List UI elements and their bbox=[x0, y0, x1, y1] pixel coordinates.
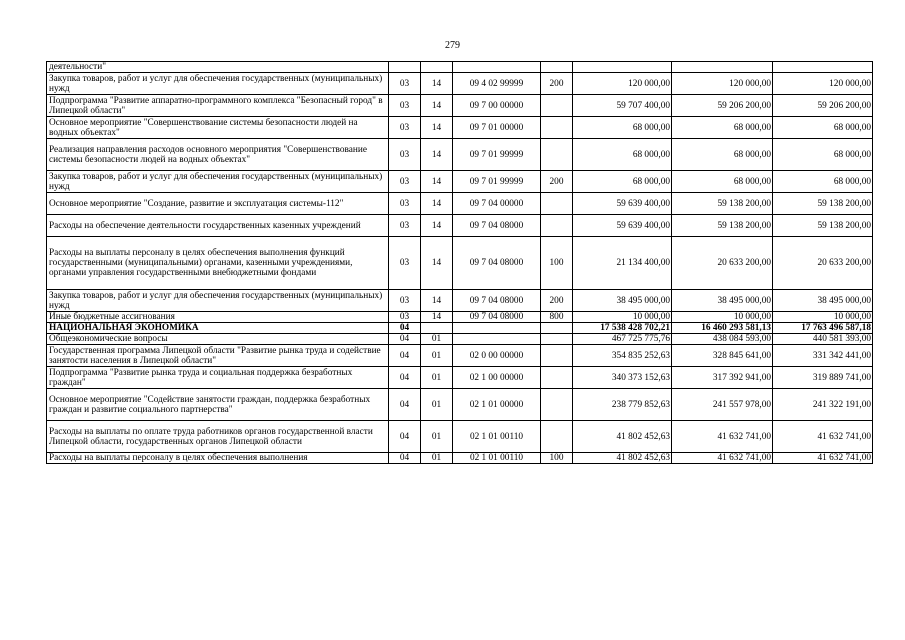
cell-subsection: 14 bbox=[421, 139, 453, 171]
cell-name: Расходы на обеспечение деятельности государственных казенных учреждений bbox=[47, 215, 389, 237]
cell-subsection: 14 bbox=[421, 171, 453, 193]
cell-target-article: 09 7 01 99999 bbox=[453, 171, 541, 193]
cell-subsection: 14 bbox=[421, 312, 453, 323]
cell-amount-year-1: 467 725 775,76 bbox=[573, 334, 672, 345]
page-number: 279 bbox=[445, 40, 460, 51]
cell-amount-year-2: 438 084 593,00 bbox=[672, 334, 773, 345]
cell-amount-year-2: 41 632 741,00 bbox=[672, 421, 773, 453]
cell-target-article: 02 1 00 00000 bbox=[453, 367, 541, 389]
cell-amount-year-1 bbox=[573, 62, 672, 73]
cell-name: Закупка товаров, работ и услуг для обеспечения государственных (муниципальных) нужд bbox=[47, 290, 389, 312]
cell-amount-year-1: 68 000,00 bbox=[573, 171, 672, 193]
cell-expense-type bbox=[541, 389, 573, 421]
cell-amount-year-1: 59 639 400,00 bbox=[573, 215, 672, 237]
cell-amount-year-3: 41 632 741,00 bbox=[773, 421, 873, 453]
cell-amount-year-3: 59 138 200,00 bbox=[773, 215, 873, 237]
budget-table-body bbox=[47, 62, 873, 464]
cell-expense-type bbox=[541, 421, 573, 453]
cell-expense-type: 200 bbox=[541, 73, 573, 95]
cell-amount-year-1: 68 000,00 bbox=[573, 117, 672, 139]
cell-name: Государственная программа Липецкой области "Развитие рынка труда и содействие занятости населения в Липецкой области" bbox=[47, 345, 389, 367]
cell-section: 03 bbox=[389, 73, 421, 95]
cell-section: 04 bbox=[389, 453, 421, 464]
cell-section: 04 bbox=[389, 323, 421, 334]
cell-amount-year-3: 38 495 000,00 bbox=[773, 290, 873, 312]
table-row bbox=[47, 73, 873, 95]
cell-expense-type bbox=[541, 117, 573, 139]
cell-target-article: 02 0 00 00000 bbox=[453, 345, 541, 367]
cell-name: Закупка товаров, работ и услуг для обеспечения государственных (муниципальных) нужд bbox=[47, 73, 389, 95]
cell-section: 03 bbox=[389, 193, 421, 215]
table-row bbox=[47, 62, 873, 73]
cell-name: Общеэкономические вопросы bbox=[47, 334, 389, 345]
cell-amount-year-2: 10 000,00 bbox=[672, 312, 773, 323]
cell-name: Закупка товаров, работ и услуг для обеспечения государственных (муниципальных) нужд bbox=[47, 171, 389, 193]
cell-expense-type bbox=[541, 367, 573, 389]
cell-subsection: 01 bbox=[421, 334, 453, 345]
cell-target-article: 09 7 01 00000 bbox=[453, 117, 541, 139]
table-row bbox=[47, 237, 873, 290]
cell-amount-year-1: 59 707 400,00 bbox=[573, 95, 672, 117]
cell-amount-year-3: 17 763 496 587,18 bbox=[773, 323, 873, 334]
table-row bbox=[47, 117, 873, 139]
cell-expense-type bbox=[541, 215, 573, 237]
cell-section bbox=[389, 62, 421, 73]
cell-amount-year-2: 68 000,00 bbox=[672, 139, 773, 171]
cell-expense-type bbox=[541, 334, 573, 345]
cell-expense-type: 800 bbox=[541, 312, 573, 323]
cell-amount-year-2: 41 632 741,00 bbox=[672, 453, 773, 464]
cell-amount-year-1: 17 538 428 702,21 bbox=[573, 323, 672, 334]
table-row bbox=[47, 453, 873, 464]
table-row bbox=[47, 215, 873, 237]
cell-amount-year-2: 16 460 293 581,13 bbox=[672, 323, 773, 334]
cell-amount-year-3: 68 000,00 bbox=[773, 139, 873, 171]
table-row bbox=[47, 312, 873, 323]
cell-target-article: 02 1 01 00000 bbox=[453, 389, 541, 421]
cell-amount-year-2: 59 138 200,00 bbox=[672, 193, 773, 215]
table-row bbox=[47, 290, 873, 312]
cell-amount-year-3: 68 000,00 bbox=[773, 117, 873, 139]
cell-section: 03 bbox=[389, 117, 421, 139]
cell-amount-year-1: 41 802 452,63 bbox=[573, 453, 672, 464]
table-row bbox=[47, 171, 873, 193]
cell-subsection: 14 bbox=[421, 237, 453, 290]
cell-target-article: 09 4 02 99999 bbox=[453, 73, 541, 95]
cell-section: 04 bbox=[389, 334, 421, 345]
cell-amount-year-2: 328 845 641,00 bbox=[672, 345, 773, 367]
cell-target-article: 09 7 01 99999 bbox=[453, 139, 541, 171]
cell-amount-year-1: 120 000,00 bbox=[573, 73, 672, 95]
cell-amount-year-3: 20 633 200,00 bbox=[773, 237, 873, 290]
cell-target-article: 09 7 04 08000 bbox=[453, 215, 541, 237]
cell-amount-year-2: 20 633 200,00 bbox=[672, 237, 773, 290]
cell-amount-year-2: 38 495 000,00 bbox=[672, 290, 773, 312]
cell-subsection: 14 bbox=[421, 117, 453, 139]
cell-target-article: 02 1 01 00110 bbox=[453, 421, 541, 453]
cell-name: Реализация направления расходов основного мероприятия "Совершенствование системы безопасности людей на водных объектах" bbox=[47, 139, 389, 171]
table-row bbox=[47, 193, 873, 215]
cell-amount-year-3: 440 581 393,00 bbox=[773, 334, 873, 345]
cell-amount-year-1: 38 495 000,00 bbox=[573, 290, 672, 312]
cell-name: Иные бюджетные ассигнования bbox=[47, 312, 389, 323]
table-row bbox=[47, 345, 873, 367]
cell-target-article: 09 7 00 00000 bbox=[453, 95, 541, 117]
cell-section: 04 bbox=[389, 389, 421, 421]
cell-amount-year-2: 59 138 200,00 bbox=[672, 215, 773, 237]
cell-amount-year-2: 120 000,00 bbox=[672, 73, 773, 95]
cell-section: 03 bbox=[389, 290, 421, 312]
cell-target-article: 09 7 04 08000 bbox=[453, 290, 541, 312]
cell-expense-type: 200 bbox=[541, 290, 573, 312]
cell-section: 04 bbox=[389, 421, 421, 453]
cell-subsection: 01 bbox=[421, 367, 453, 389]
cell-expense-type bbox=[541, 95, 573, 117]
cell-subsection: 01 bbox=[421, 421, 453, 453]
cell-expense-type: 100 bbox=[541, 237, 573, 290]
cell-name: Подпрограмма "Развитие рынка труда и социальная поддержка безработных граждан" bbox=[47, 367, 389, 389]
cell-amount-year-1: 10 000,00 bbox=[573, 312, 672, 323]
cell-amount-year-2 bbox=[672, 62, 773, 73]
cell-expense-type: 100 bbox=[541, 453, 573, 464]
cell-name: Подпрограмма "Развитие аппаратно-программного комплекса "Безопасный город" в Липецкой области" bbox=[47, 95, 389, 117]
cell-amount-year-3: 10 000,00 bbox=[773, 312, 873, 323]
cell-subsection: 14 bbox=[421, 193, 453, 215]
cell-subsection: 01 bbox=[421, 453, 453, 464]
cell-section: 03 bbox=[389, 171, 421, 193]
cell-amount-year-1: 41 802 452,63 bbox=[573, 421, 672, 453]
cell-amount-year-1: 354 835 252,63 bbox=[573, 345, 672, 367]
table-row bbox=[47, 323, 873, 334]
cell-expense-type bbox=[541, 345, 573, 367]
cell-amount-year-3: 59 138 200,00 bbox=[773, 193, 873, 215]
cell-target-article: 02 1 01 00110 bbox=[453, 453, 541, 464]
cell-target-article bbox=[453, 334, 541, 345]
cell-name: Расходы на выплаты персоналу в целях обеспечения выполнения bbox=[47, 453, 389, 464]
cell-subsection: 14 bbox=[421, 73, 453, 95]
budget-table bbox=[46, 61, 873, 464]
cell-amount-year-1: 21 134 400,00 bbox=[573, 237, 672, 290]
cell-expense-type bbox=[541, 62, 573, 73]
cell-target-article bbox=[453, 323, 541, 334]
table-row bbox=[47, 334, 873, 345]
cell-target-article: 09 7 04 00000 bbox=[453, 193, 541, 215]
cell-name: Основное мероприятие "Совершенствование системы безопасности людей на водных объектах" bbox=[47, 117, 389, 139]
cell-expense-type bbox=[541, 323, 573, 334]
cell-amount-year-3 bbox=[773, 62, 873, 73]
cell-subsection: 14 bbox=[421, 215, 453, 237]
cell-amount-year-3: 331 342 441,00 bbox=[773, 345, 873, 367]
cell-name: Основное мероприятие "Создание, развитие и эксплуатация системы-112" bbox=[47, 193, 389, 215]
cell-amount-year-1: 340 373 152,63 bbox=[573, 367, 672, 389]
cell-target-article bbox=[453, 62, 541, 73]
cell-subsection bbox=[421, 62, 453, 73]
cell-amount-year-3: 319 889 741,00 bbox=[773, 367, 873, 389]
cell-expense-type bbox=[541, 193, 573, 215]
cell-name: Основное мероприятие "Содействие занятости граждан, поддержка безработных граждан и развитие социального партнерства" bbox=[47, 389, 389, 421]
cell-amount-year-3: 120 000,00 bbox=[773, 73, 873, 95]
table-row bbox=[47, 421, 873, 453]
cell-amount-year-3: 59 206 200,00 bbox=[773, 95, 873, 117]
cell-name: деятельности" bbox=[47, 62, 389, 73]
cell-subsection: 01 bbox=[421, 389, 453, 421]
cell-expense-type: 200 bbox=[541, 171, 573, 193]
cell-name: Расходы на выплаты персоналу в целях обеспечения выполнения функций государственными (муниципальными) органами, казенными учреждениями, органами управления государственными внебюджетными фондами bbox=[47, 237, 389, 290]
cell-amount-year-2: 317 392 941,00 bbox=[672, 367, 773, 389]
cell-amount-year-3: 241 322 191,00 bbox=[773, 389, 873, 421]
cell-section: 04 bbox=[389, 367, 421, 389]
cell-subsection: 14 bbox=[421, 290, 453, 312]
cell-name: НАЦИОНАЛЬНАЯ ЭКОНОМИКА bbox=[47, 323, 389, 334]
cell-section: 04 bbox=[389, 345, 421, 367]
table-row bbox=[47, 95, 873, 117]
table-row bbox=[47, 139, 873, 171]
cell-subsection: 14 bbox=[421, 95, 453, 117]
cell-amount-year-2: 59 206 200,00 bbox=[672, 95, 773, 117]
cell-amount-year-1: 59 639 400,00 bbox=[573, 193, 672, 215]
cell-section: 03 bbox=[389, 237, 421, 290]
cell-amount-year-2: 241 557 978,00 bbox=[672, 389, 773, 421]
cell-subsection bbox=[421, 323, 453, 334]
cell-amount-year-1: 238 779 852,63 bbox=[573, 389, 672, 421]
cell-section: 03 bbox=[389, 215, 421, 237]
cell-subsection: 01 bbox=[421, 345, 453, 367]
cell-target-article: 09 7 04 08000 bbox=[453, 312, 541, 323]
cell-amount-year-2: 68 000,00 bbox=[672, 117, 773, 139]
cell-section: 03 bbox=[389, 312, 421, 323]
cell-target-article: 09 7 04 08000 bbox=[453, 237, 541, 290]
cell-expense-type bbox=[541, 139, 573, 171]
table-row bbox=[47, 389, 873, 421]
cell-section: 03 bbox=[389, 139, 421, 171]
table-row bbox=[47, 367, 873, 389]
cell-amount-year-2: 68 000,00 bbox=[672, 171, 773, 193]
cell-amount-year-1: 68 000,00 bbox=[573, 139, 672, 171]
cell-amount-year-3: 68 000,00 bbox=[773, 171, 873, 193]
cell-section: 03 bbox=[389, 95, 421, 117]
cell-name: Расходы на выплаты по оплате труда работников органов государственной власти Липецкой области, государственных органов Липецкой области bbox=[47, 421, 389, 453]
cell-amount-year-3: 41 632 741,00 bbox=[773, 453, 873, 464]
